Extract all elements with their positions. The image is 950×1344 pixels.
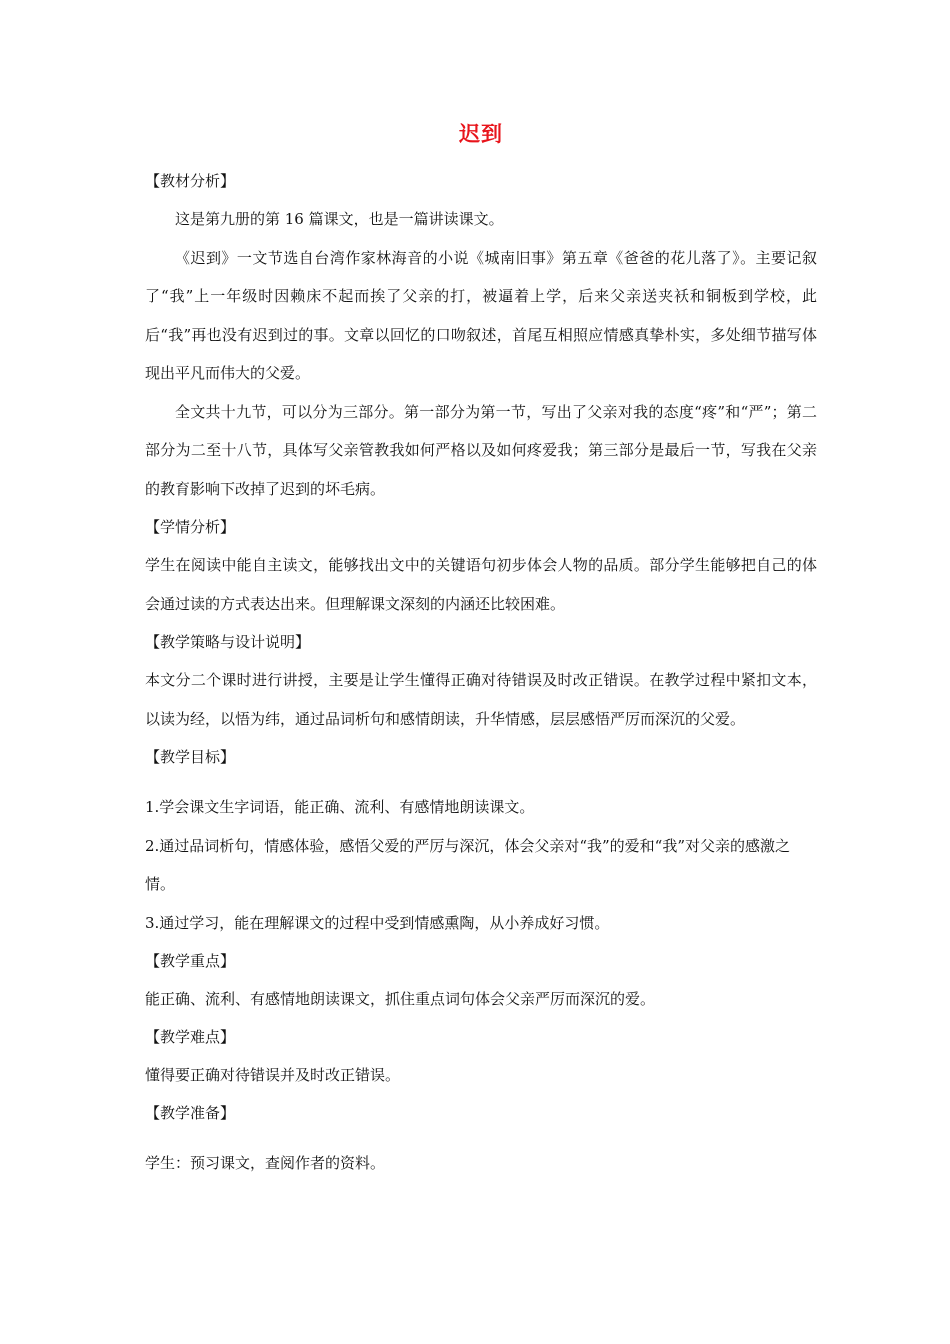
document-page xyxy=(145,120,817,1182)
paragraph: 学生在阅读中能自主读文，能够找出文中的关键语句初步体会人物的品质。部分学生能够把自己的体会通过读的方式表达出来。但理解课文深刻的内涵还比较困难。 xyxy=(145,556,817,613)
section-heading-strategy: 【教学策略与设计说明】 xyxy=(145,633,311,651)
list-item: 1.学会课文生字词语，能正确、流利、有感情地朗读课文。 xyxy=(145,798,535,816)
paragraph: 《迟到》一文节选自台湾作家林海音的小说《城南旧事》第五章《爸爸的花儿落了》。主要记叙了“我”上一年级时因赖床不起而挨了父亲的打，被逼着上学，后来父亲送夹袄和铜板到学校，此后“我”再也没有迟到过的事。文章以回忆的口吻叙述，首尾互相照应情感真挚朴实，多处细节描写体现出平凡而伟大的父爱。 xyxy=(145,248,817,382)
section-heading-goals: 【教学目标】 xyxy=(145,748,236,766)
list-item: 3.通过学习，能在理解课文的过程中受到情感熏陶，从小养成好习惯。 xyxy=(145,913,610,932)
section-heading-preparation: 【教学准备】 xyxy=(145,1104,236,1122)
paragraph: 本文分二个课时进行讲授，主要是让学生懂得正确对待错误及时改正错误。在教学过程中紧扣文本，以读为经，以悟为纬，通过品词析句和感情朗读，升华情感，层层感悟严厉而深沉的父爱。 xyxy=(145,671,817,728)
section-difficulties xyxy=(145,1018,817,1094)
section-students xyxy=(145,508,817,623)
paragraph: 全文共十九节，可以分为三部分。第一部分为第一节，写出了父亲对我的态度“疼”和“严”；第二部分为二至十八节，具体写父亲管教我如何严格以及如何疼爱我；第三部分是最后一节，写我在父亲的教育影响下改掉了迟到的坏毛病。 xyxy=(145,402,817,498)
paragraph: 懂得要正确对待错误并及时改正错误。 xyxy=(145,1066,401,1084)
section-goals xyxy=(145,738,817,942)
section-material xyxy=(145,162,817,508)
section-strategy xyxy=(145,623,817,738)
section-heading-difficulties: 【教学难点】 xyxy=(145,1028,236,1046)
section-heading-students: 【学情分析】 xyxy=(145,518,236,536)
document-title: 迟到 xyxy=(459,121,503,146)
section-heading-material: 【教材分析】 xyxy=(145,172,236,190)
section-keypoints xyxy=(145,942,817,1018)
section-heading-keypoints: 【教学重点】 xyxy=(145,952,236,970)
section-preparation xyxy=(145,1094,817,1182)
paragraph: 这是第九册的第 16 篇课文，也是一篇讲读课文。 xyxy=(175,210,504,228)
paragraph: 能正确、流利、有感情地朗读课文，抓住重点词句体会父亲严厉而深沉的爱。 xyxy=(145,990,656,1008)
list-item: 2.通过品词析句，情感体验，感悟父爱的严厉与深沉，体会父亲对“我”的爱和“我”对父亲的感激之情。 xyxy=(145,836,790,893)
paragraph: 学生：预习课文，查阅作者的资料。 xyxy=(145,1154,386,1172)
